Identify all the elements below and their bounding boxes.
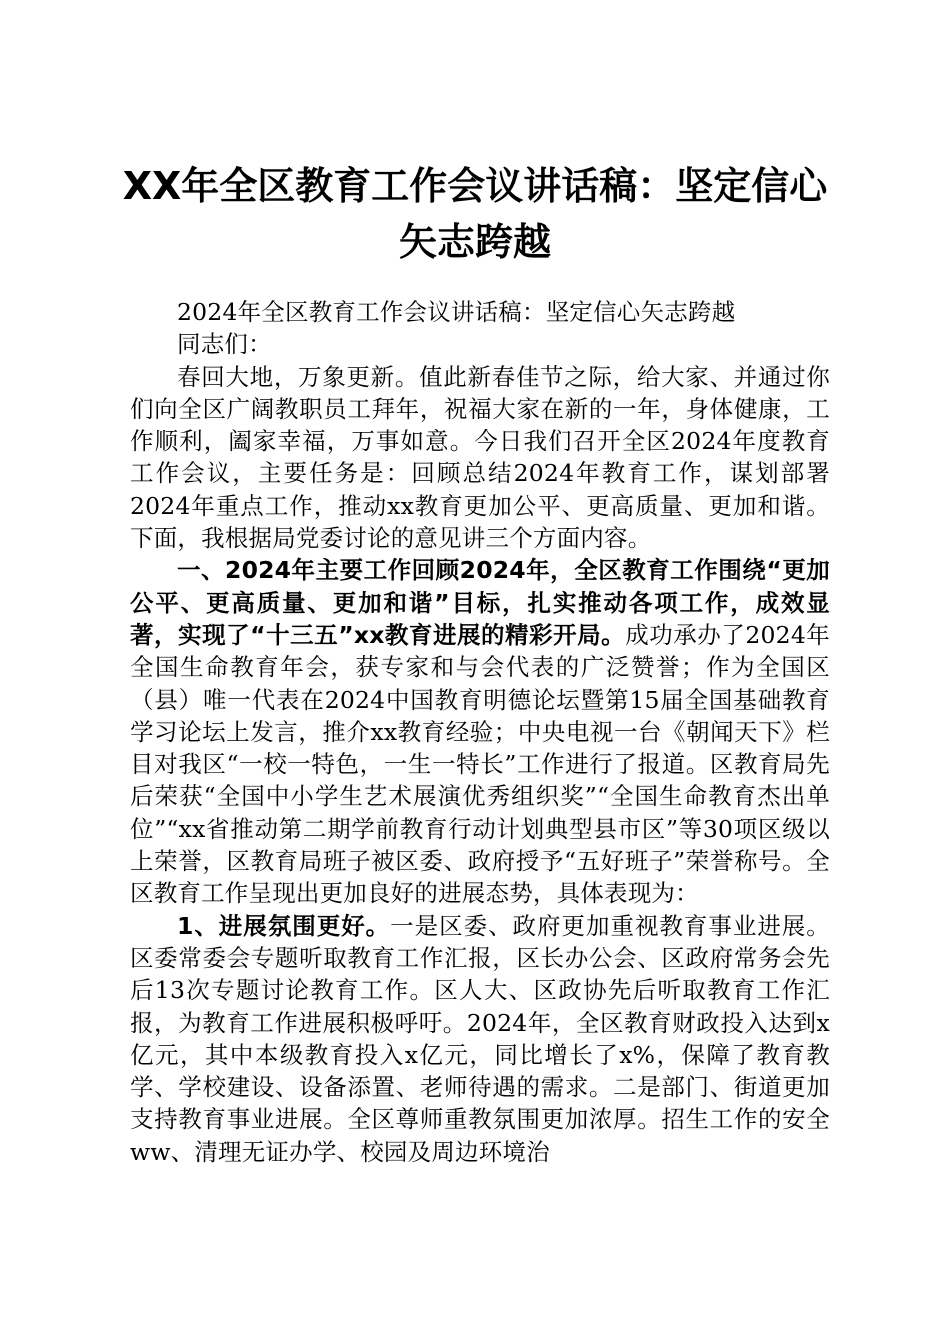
document-subtitle: 2024年全区教育工作会议讲话稿：坚定信心矢志跨越	[177, 298, 736, 326]
paragraph-text: 成功承办了2024年全国生命教育年会，获专家和与会代表的广泛赞誉；作为全国区（县）唯一代表在2024中国教育明德论坛暨第15届全国基础教育学习论坛上发言，推介xx教育经验；中央电视一台《朝闻天下》栏目对我区“一校一特色，一生一特长”工作进行了报道。区教育局先后荣获“全国中小学生艺术展演优秀组织奖”“全国生命教育杰出单位”“xx省推动第二期学前教育行动计划典型县市区”等30项区级以上荣誉，区教育局班子被区委、政府授予“五好班子”荣誉称号。全区教育工作呈现出更加良好的进展态势，具体表现为：	[130, 620, 831, 908]
section-heading: 一、2024年主要工作回顾2024年，全区教育工作围绕“更加公平、更高质量、更加和谐”目标，扎实推动各项工作，成效显著，实现了“十三五”xx教育进展的精彩开局。	[130, 556, 830, 649]
document-title: XX年全区教育工作会议讲话稿：坚定信心矢志跨越	[122, 164, 828, 264]
paragraph	[130, 554, 830, 909]
paragraph	[130, 910, 830, 1168]
section-heading: 1、进展氛围更好。	[177, 911, 391, 940]
paragraph-text: 一是区委、政府更加重视教育事业进展。区委常委会专题听取教育工作汇报，区长办公会、区政府常务会先后13次专题讨论教育工作。区人大、区政协先后听取教育工作汇报，为教育工作进展积极呼吁。2024年，全区教育财政投入达到x亿元，其中本级教育投入x亿元，同比增长了x%，保障了教育教学、学校建设、设备添置、老师待遇的需求。二是部门、街道更加支持教育事业进展。全区尊师重教氛围更加浓厚。招生工作的安全ww、清理无证办学、校园及周边环境治	[130, 911, 830, 1166]
paragraph-text: 春回大地，万象更新。值此新春佳节之际，给大家、并通过你们向全区广阔教职员工拜年，祝福大家在新的一年，身体健康，工作顺利，阖家幸福，万事如意。今日我们召开全区2024年度教育工作会议，主要任务是：回顾总结2024年教育工作，谋划部署2024年重点工作，推动xx教育更加公平、更高质量、更加和谐。下面，我根据局党委讨论的意见讲三个方面内容。	[130, 362, 830, 553]
document-body	[130, 296, 830, 1168]
salutation: 同志们：	[177, 330, 272, 359]
paragraph	[130, 361, 830, 555]
